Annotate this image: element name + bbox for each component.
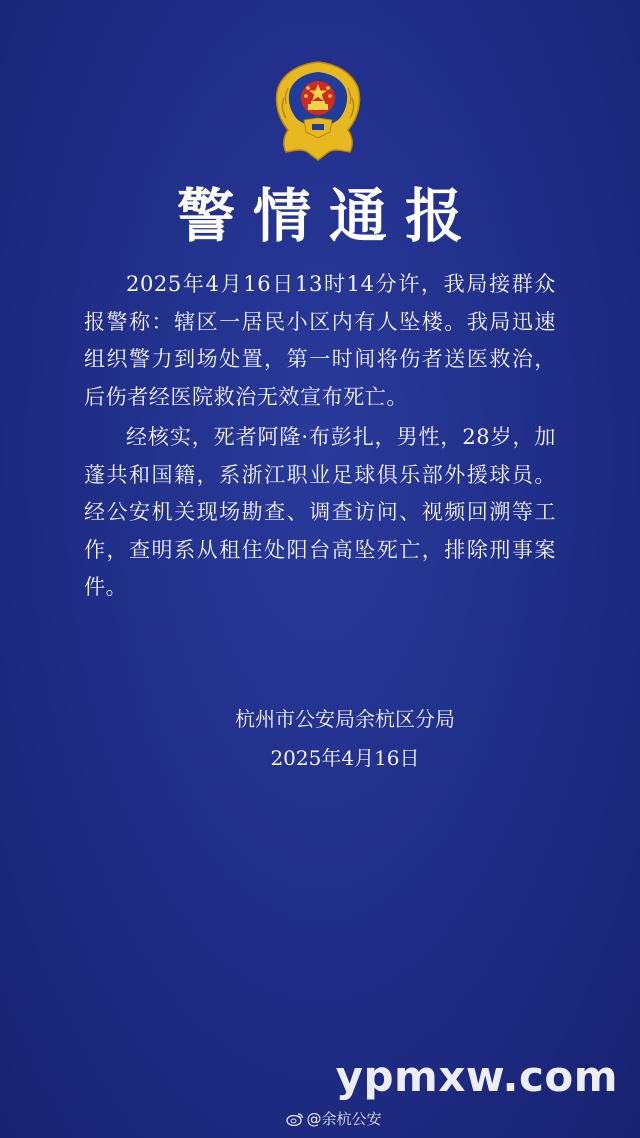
notice-paragraph-2: 经核实，死者阿隆·布彭扎，男性，28岁，加蓬共和国籍，系浙江职业足球俱乐部外援球员。经公安机关现场勘查、调查访问、视频回溯等工作，查明系从租住处阳台高坠死亡，排除刑事案件。 [84,425,556,599]
signature-organization: 杭州市公安局余杭区分局 [235,707,455,731]
weibo-watermark [0,1108,640,1129]
signature-date: 2025年4月16日 [270,746,420,770]
notice-title: 警情通报 [176,182,481,250]
weibo-handle: @余杭公安 [306,1110,382,1128]
weibo-icon [286,1112,304,1126]
site-watermark: ypmxw.com [335,1052,618,1101]
police-emblem-icon [270,58,366,162]
notice-paragraph-1: 2025年4月16日13时14分许，我局接群众报警称：辖区一居民小区内有人坠楼。我局迅速组织警力到场处置，第一时间将伤者送医救治，后伤者经医院救治无效宣布死亡。 [84,272,556,409]
